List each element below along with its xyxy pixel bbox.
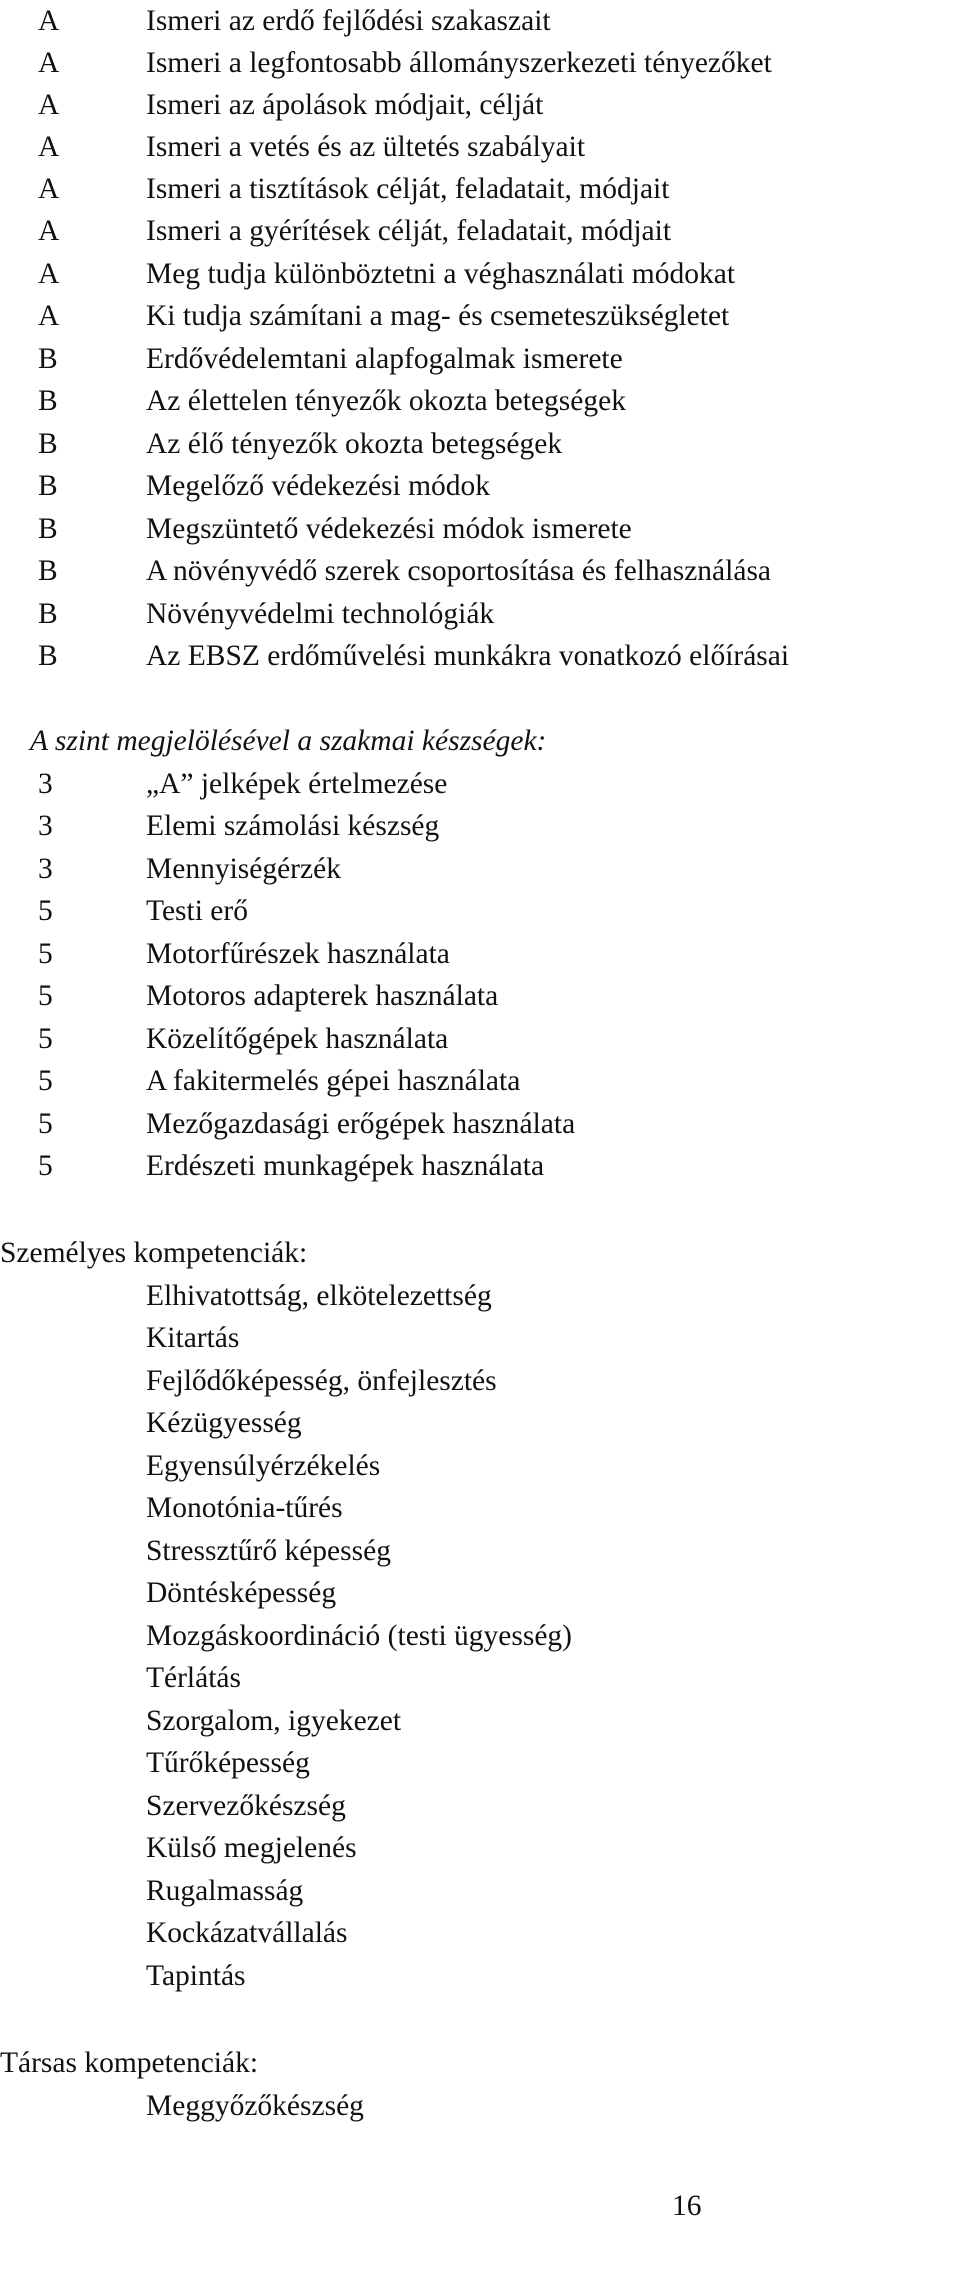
level-code: A <box>38 47 60 79</box>
level-code: A <box>38 300 60 332</box>
item-text: Testi erő <box>146 895 248 927</box>
item-text: Ismeri az erdő fejlődési szakaszait <box>146 5 551 37</box>
item-text: A fakitermelés gépei használata <box>146 1065 521 1097</box>
list-item: Kitartás <box>146 1322 240 1354</box>
level-code: 3 <box>38 853 53 885</box>
item-text: Ismeri a tisztítások célját, feladatait, módjait <box>146 173 670 205</box>
page-number: 16 <box>672 2190 702 2222</box>
level-code: 3 <box>38 768 53 800</box>
level-code: 5 <box>38 980 53 1012</box>
level-code: 5 <box>38 1150 53 1182</box>
level-code: 5 <box>38 1065 53 1097</box>
item-text: Erdészeti munkagépek használata <box>146 1150 545 1182</box>
level-code: B <box>38 513 58 545</box>
item-text: Mennyiségérzék <box>146 853 341 885</box>
level-code: B <box>38 385 58 417</box>
list-item: Tűrőképesség <box>146 1747 310 1779</box>
skills-heading: A szint megjelölésével a szakmai készségek: <box>30 725 547 757</box>
list-item: Stressztűrő képesség <box>146 1535 391 1567</box>
level-code: A <box>38 131 60 163</box>
item-text: Közelítőgépek használata <box>146 1023 449 1055</box>
level-code: 5 <box>38 895 53 927</box>
list-item: Térlátás <box>146 1662 241 1694</box>
level-code: A <box>38 258 60 290</box>
list-item: Külső megjelenés <box>146 1832 357 1864</box>
item-text: Növényvédelmi technológiák <box>146 598 495 630</box>
item-text: Az EBSZ erdőművelési munkákra vonatkozó előírásai <box>146 640 790 672</box>
item-text: Ismeri a vetés és az ültetés szabályait <box>146 131 586 163</box>
list-item: Szorgalom, igyekezet <box>146 1705 402 1737</box>
item-text: Ismeri az ápolások módjait, célját <box>146 89 544 121</box>
level-code: A <box>38 89 60 121</box>
personal-competences-heading: Személyes kompetenciák: <box>0 1237 308 1269</box>
list-item: Egyensúlyérzékelés <box>146 1450 381 1482</box>
list-item: Fejlődőképesség, önfejlesztés <box>146 1365 497 1397</box>
item-text: Meg tudja különböztetni a véghasználati módokat <box>146 258 736 290</box>
level-code: 5 <box>38 938 53 970</box>
list-item: Kézügyesség <box>146 1407 302 1439</box>
level-code: A <box>38 215 60 247</box>
list-item: Monotónia-tűrés <box>146 1492 343 1524</box>
level-code: B <box>38 428 58 460</box>
level-code: B <box>38 470 58 502</box>
level-code: 5 <box>38 1108 53 1140</box>
social-competences-heading: Társas kompetenciák: <box>0 2047 259 2079</box>
item-text: Az élő tényezők okozta betegségek <box>146 428 563 460</box>
level-code: B <box>38 555 58 587</box>
item-text: Megszüntető védekezési módok ismerete <box>146 513 632 545</box>
list-item: Döntésképesség <box>146 1577 337 1609</box>
list-item: Mozgáskoordináció (testi ügyesség) <box>146 1620 573 1652</box>
list-item: Rugalmasság <box>146 1875 304 1907</box>
level-code: A <box>38 173 60 205</box>
item-text: Az élettelen tényezők okozta betegségek <box>146 385 626 417</box>
item-text: „A” jelképek értelmezése <box>146 768 448 800</box>
level-code: B <box>38 343 58 375</box>
level-code: B <box>38 598 58 630</box>
item-text: Megelőző védekezési módok <box>146 470 491 502</box>
item-text: Motorfűrészek használata <box>146 938 450 970</box>
list-item: Elhivatottság, elkötelezettség <box>146 1280 492 1312</box>
item-text: Motoros adapterek használata <box>146 980 499 1012</box>
item-text: Elemi számolási készség <box>146 810 440 842</box>
item-text: Ismeri a legfontosabb állományszerkezeti tényezőket <box>146 47 772 79</box>
level-code: B <box>38 640 58 672</box>
list-item: Kockázatvállalás <box>146 1917 348 1949</box>
list-item: Meggyőzőkészség <box>146 2090 364 2122</box>
item-text: Ki tudja számítani a mag- és csemeteszükségletet <box>146 300 730 332</box>
level-code: A <box>38 5 60 37</box>
item-text: A növényvédő szerek csoportosítása és felhasználása <box>146 555 772 587</box>
level-code: 5 <box>38 1023 53 1055</box>
item-text: Erdővédelemtani alapfogalmak ismerete <box>146 343 623 375</box>
level-code: 3 <box>38 810 53 842</box>
item-text: Mezőgazdasági erőgépek használata <box>146 1108 576 1140</box>
item-text: Ismeri a gyérítések célját, feladatait, módjait <box>146 215 672 247</box>
list-item: Szervezőkészség <box>146 1790 346 1822</box>
list-item: Tapintás <box>146 1960 246 1992</box>
